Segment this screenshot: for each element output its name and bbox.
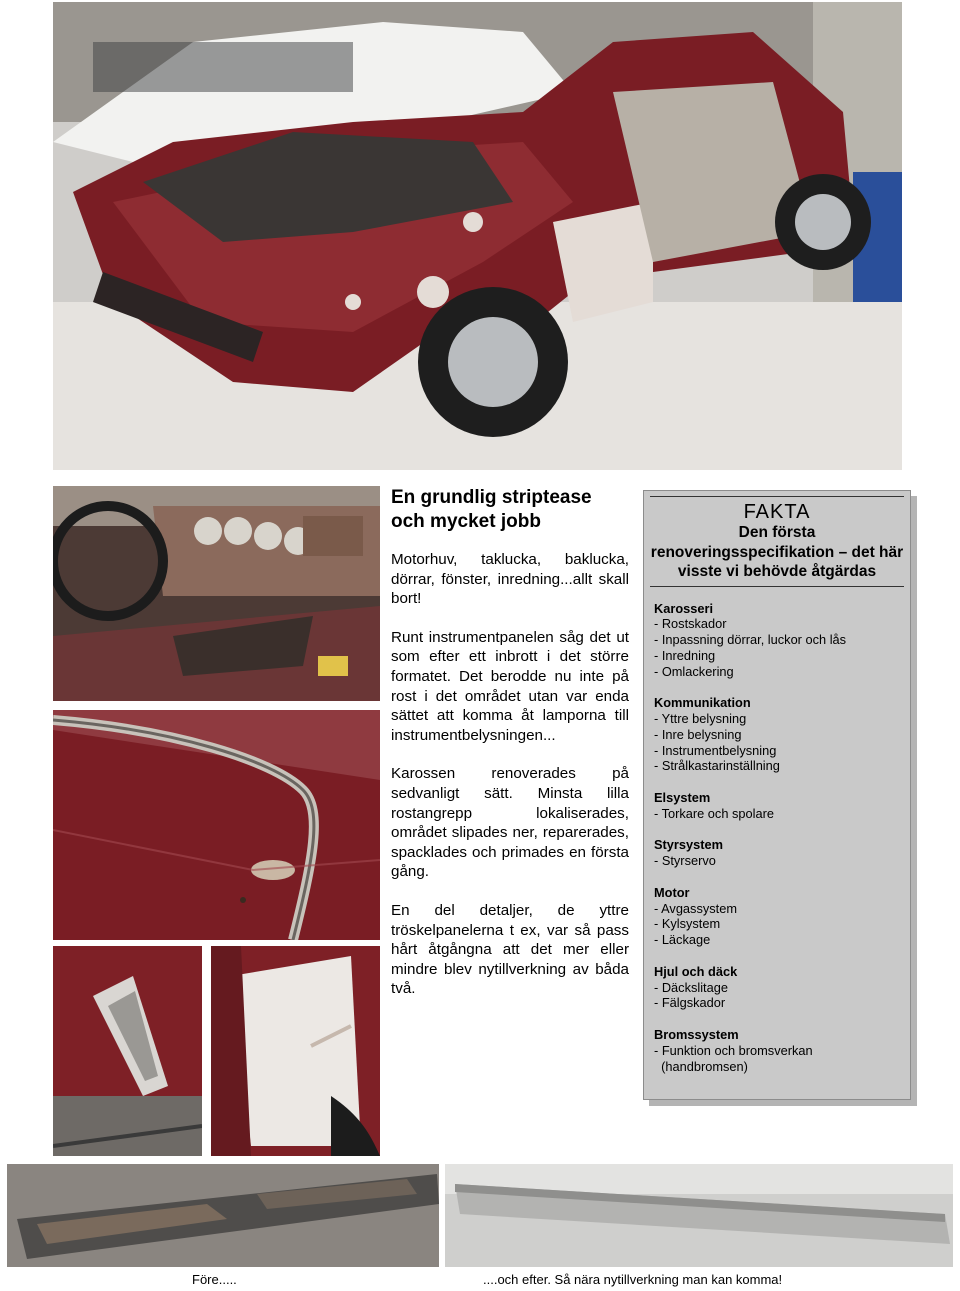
fakta-section-heading: Kommunikation [654,695,751,711]
fakta-box [643,490,911,1100]
fakta-section-heading: Styrsystem [654,837,724,853]
fakta-item: - Torkare och spolare [654,805,774,821]
article-paragraph: En del detaljer, de yttre tröskelpanelerna t ex, var så pass hårt åtgångna att det mer eller mindre blev nytillverkning av båda två. [391,901,629,998]
fakta-item: - Instrumentbelysning [654,742,777,758]
fakta-section [654,601,900,680]
fakta-section [654,1027,900,1074]
article-paragraph: Karossen renoverades på sedvanligt sätt. Minsta lilla rostangrepp lokaliserades, området slipades ner, reparerades, spacklades och primades en första gång. [391,765,629,881]
fakta-section [654,790,900,822]
fakta-item: - Omlackering [654,663,734,679]
fakta-header [650,496,904,587]
fakta-item: - Fälgskador [654,995,726,1011]
sill-primer-photo [211,946,380,1156]
fakta-item: - Rostskador [654,616,727,632]
hero-car-photo [53,2,902,470]
fakta-item: - Yttre belysning [654,711,747,727]
fakta-list [644,587,910,1075]
fakta-item: - Läckage [654,932,711,948]
article [391,486,629,1018]
fakta-section-heading: Motor [654,884,690,900]
fakta-item: - Inpassning dörrar, luckor och lås [654,632,847,648]
fakta-section [654,837,900,869]
rust-closeup-photo [53,710,380,940]
dashboard-photo [53,486,380,701]
caption-before: Före..... [192,1272,237,1287]
door-patch-photo [53,946,202,1156]
fakta-item: - Däckslitage [654,979,728,995]
caption-after: ....och efter. Så nära nytillverkning man kan komma! [483,1272,783,1287]
fakta-section-heading: Elsystem [654,790,711,806]
fakta-section-heading: Hjul och däck [654,963,738,979]
fakta-section-heading: Karosseri [654,600,714,616]
old-sill-photo [7,1164,439,1267]
fakta-section [654,695,900,774]
fakta-section [654,885,900,948]
fakta-section-heading: Bromssystem [654,1027,739,1043]
fakta-item: (handbromsen) [654,1058,748,1074]
article-paragraph: Runt instrumentpanelen såg det ut som efter ett inbrott i det större formatet. Det berodde nu inte på rost i det området utan var enda sättet att komma åt lamporna till instrumentbelysningen... [391,628,629,744]
new-sill-photo [445,1164,953,1267]
fakta-item: - Funktion och bromsverkan [654,1042,813,1058]
fakta-title: FAKTA [743,501,811,523]
fakta-section [654,964,900,1011]
fakta-item: - Styrservo [654,853,716,869]
fakta-item: - Inredning [654,647,716,663]
fakta-item: - Kylsystem [654,916,721,932]
article-paragraph: Motorhuv, taklucka, baklucka, dörrar, fönster, inredning...allt skall bort! [391,551,629,608]
fakta-item: - Strålkastarinställning [654,758,780,774]
article-title: En grundlig striptease och mycket jobb [391,487,592,532]
fakta-item: - Inre belysning [654,726,742,742]
fakta-item: - Avgassystem [654,900,737,916]
fakta-subtitle: Den första renoveringsspecifikation – det här visste vi behövde åtgärdas [650,524,904,580]
